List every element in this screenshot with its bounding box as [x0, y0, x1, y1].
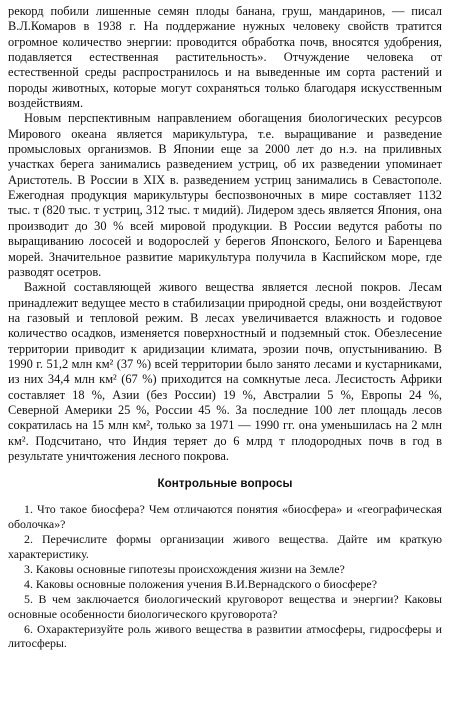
question-item: 2. Перечислите формы организации живого вещества. Дайте им краткую характеристику.: [8, 532, 442, 562]
question-item: 5. В чем заключается биологический круговорот вещества и энергии? Каковы основные особенности биологического круговорота?: [8, 591, 442, 621]
question-item: 4. Каковы основные положения учения В.И.Вернадского о биосфере?: [24, 576, 377, 591]
paragraph-mariculture: Новым перспективным направлением обогащения биологических ресурсов Мирового океана является марикультура, т.е. выращивание и разведение промысловых организмов. В Японии еще за 2000 лет до н.э. на приливных участках берега занимались разведением устриц, об их разведении упоминает Аристотель. В России в XIX в. разведением устриц занимались в Севастополе. Ежегодная продукция марикультуры беспозвоночных в мире составляет 1132 тыс. т (820 тыс. т устриц, 312 тыс. т мидий). Лидером здесь является Япония, она производит до 30 % всей мировой продукции. В России ведутся работы по выращиванию лососей и водорослей у берегов Японского, Белого и Баренцева морей. Значительное развитие марикультура получила в Каспийском море, где разводят осетров.: [8, 111, 442, 279]
paragraph-forest-cover: Важной составляющей живого вещества является лесной покров. Лесам принадлежит ведущее место в стабилизации природной среды, они воздействуют на газовый и тепловой режим. В лесах увеличивается влажность и годовое количество осадков, изменяется поверхностный и подземный сток. Обезлесение территории приводит к аридизации климата, эрозии почв, опустыниванию. В 1990 г. 51,2 млн км² (37 %) всей территории было занято лесами и кустарниками, из них 34,4 млн км² (67 %) приходится на сомкнутые леса. Лесистость Африки составляет 18 %, Азии (без России) 19 %, Австралии 5 %, Европы 24 %, Северной Америки 25 %, России 45 %. За последние 100 лет площадь лесов сократилась на 15 млн км², только за 1971 — 1990 гг. она уменьшилась на 2 млн км². Подсчитано, что Индия теряет до 6 млрд т плодородных почв в год в результате уничтожения лесного покрова.: [8, 280, 442, 463]
question-item: 1. Что такое биосфера? Чем отличаются понятия «биосфера» и «географическая оболочка»?: [8, 502, 442, 532]
questions-list: [8, 502, 442, 651]
paragraph-continuation: рекорд побили лишенные семян плоды банана, груш, мандаринов, — писал В.Л.Комаров в 1938 г. На поддержание нужных человеку свойств тратится огромное количество энергии: проводится обработка почв, вносятся удобрения, подавляется естественная растительность». Отчуждение человека от естественной среды распространилось и на выведенные им сорта растений и породы животных, которые могут сохраняться только благодаря искусственным воздействиям.: [8, 4, 442, 111]
question-item: 3. Каковы основные гипотезы происхождения жизни на Земле?: [24, 561, 345, 576]
body-text: [8, 4, 442, 464]
section-heading: Контрольные вопросы: [157, 477, 293, 491]
question-item: 6. Охарактеризуйте роль живого вещества в развитии атмосферы, гидросферы и литосферы.: [8, 621, 442, 651]
